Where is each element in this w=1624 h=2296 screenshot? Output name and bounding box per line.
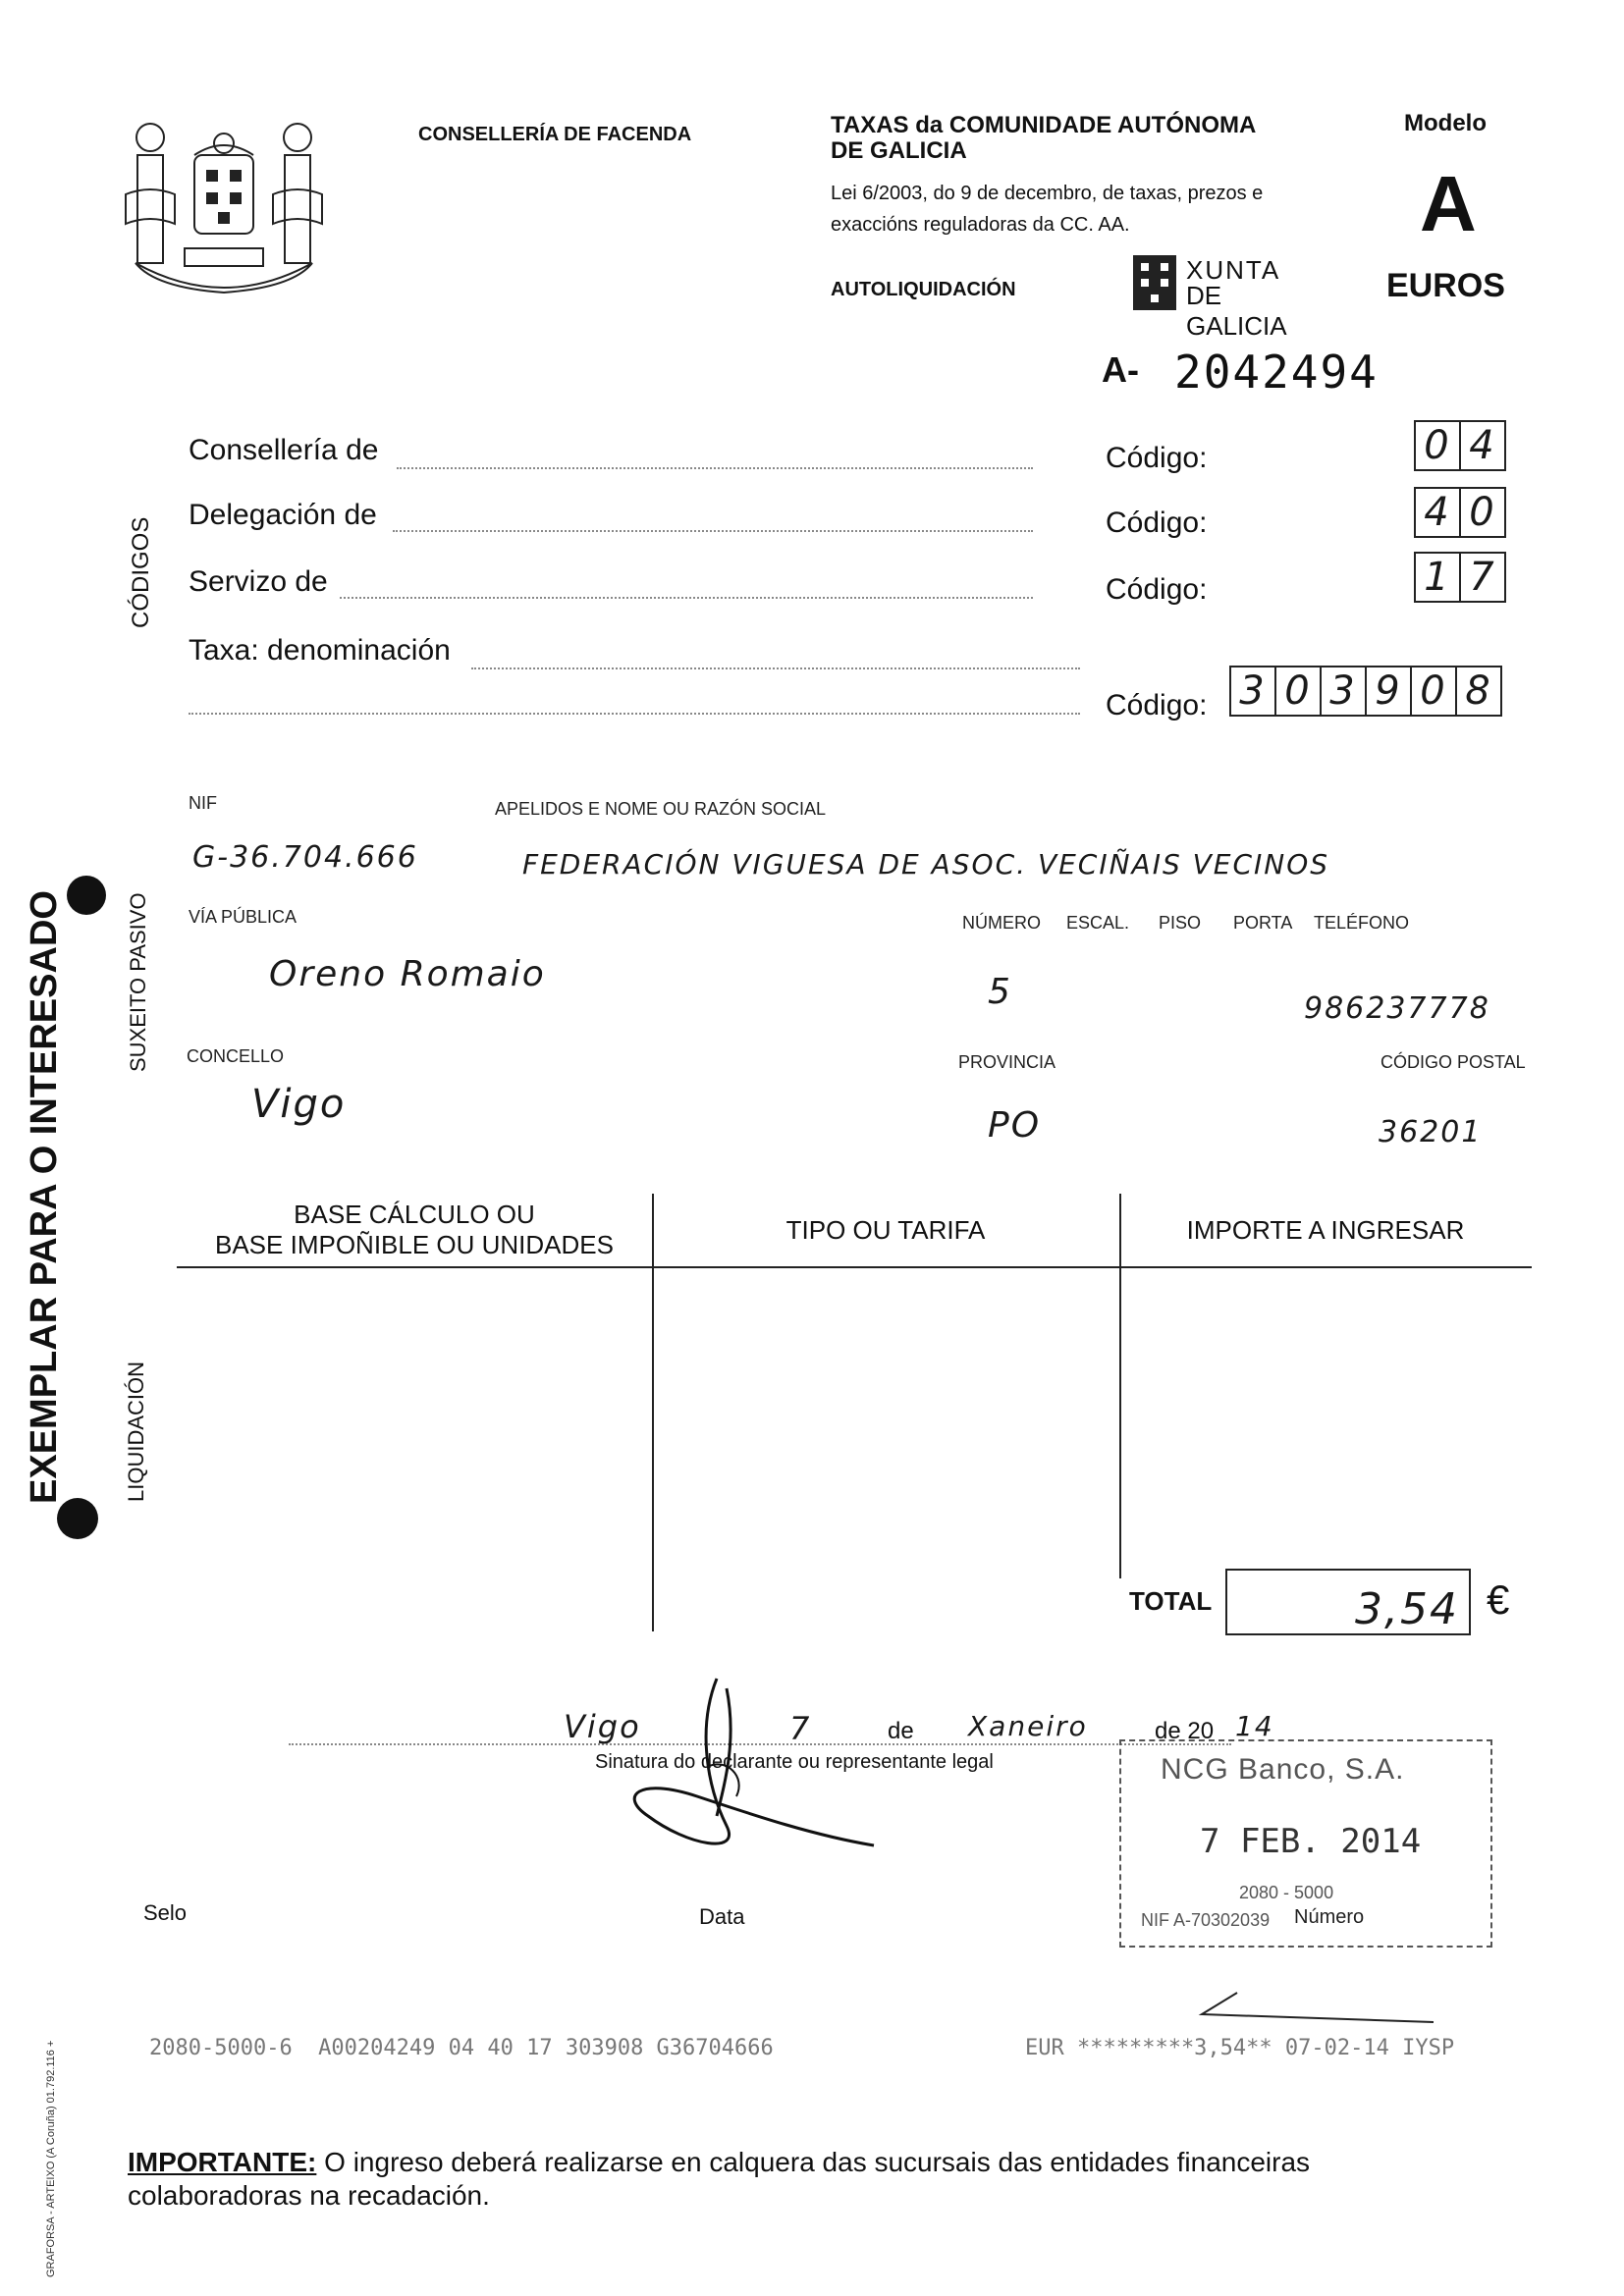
date-de-label-2: de 20 — [1155, 1718, 1215, 1744]
document-number-prefix: A- — [1102, 349, 1139, 390]
consellería-row-label: Consellería de — [189, 434, 379, 466]
province-label: PROVINCIA — [958, 1052, 1056, 1072]
consellería-dotted-line — [397, 467, 1033, 469]
tax-dotted-line-1 — [471, 667, 1080, 669]
phone-label: TELÉFONO — [1314, 913, 1410, 933]
exemplar-side-banner: EXEMPLAR PARA O INTERESADO — [24, 890, 65, 1504]
code-digit: 9 — [1365, 666, 1412, 717]
stamp-bank-name: NCG Banco, S.A. — [1161, 1753, 1405, 1786]
consellería-code-label: Código: — [1106, 442, 1208, 474]
number-value: 5 — [988, 972, 1012, 1012]
council-label: CONCELLO — [187, 1046, 285, 1066]
tax-code-label: Código: — [1106, 689, 1208, 721]
postal-code-value: 36201 — [1379, 1115, 1483, 1149]
important-note — [128, 2146, 1502, 2213]
code-digit: 0 — [1274, 666, 1322, 717]
postal-code-label: CÓDIGO POSTAL — [1380, 1052, 1526, 1072]
code-digit: 0 — [1410, 666, 1457, 717]
left-punch-hole-top — [67, 876, 106, 915]
servizo-dotted-line — [340, 597, 1033, 599]
code-digit: 0 — [1414, 420, 1461, 471]
selo-label: Selo — [143, 1900, 188, 1925]
codes-side-label: CÓDIGOS — [128, 516, 154, 628]
place-value: Vigo — [564, 1708, 641, 1745]
number-label: NÚMERO — [962, 913, 1041, 933]
table-col-divider-1 — [652, 1194, 654, 1631]
important-label: IMPORTANTE: — [128, 2147, 317, 2177]
xunta-text-line1: XUNTA — [1186, 255, 1281, 285]
code-digit: 7 — [1459, 552, 1506, 603]
coat-of-arms-logo — [116, 116, 332, 302]
total-amount-box — [1225, 1569, 1471, 1635]
modelo-letter: A — [1420, 160, 1477, 247]
delegacion-code-boxes — [1416, 487, 1506, 538]
xunta-text-line2: DE GALICIA — [1186, 281, 1287, 341]
code-digit: 1 — [1414, 552, 1461, 603]
nif-value: G-36.704.666 — [192, 840, 418, 875]
total-amount-value: 3,54 — [1355, 1584, 1459, 1634]
important-text-line2: colaboradoras na recadación. — [128, 2180, 490, 2211]
floor-label: PISO — [1159, 913, 1202, 933]
code-digit: 3 — [1320, 666, 1367, 717]
code-digit: 0 — [1459, 487, 1506, 538]
base-header-line2: BASE IMPOÑIBLE OU UNIDADES — [215, 1230, 614, 1259]
code-digit: 4 — [1414, 487, 1461, 538]
currency-label: EUROS — [1386, 267, 1505, 304]
nif-label: NIF — [189, 793, 217, 813]
form-title-line1: TAXAS da COMUNIDADE AUTÓNOMA — [831, 112, 1257, 138]
month-value: Xaneiro — [968, 1710, 1088, 1742]
law-reference-line2: exaccións reguladoras da CC. AA. — [831, 214, 1130, 236]
council-value: Vigo — [251, 1082, 347, 1127]
base-header-line1: BASE CÁLCULO OU — [294, 1200, 535, 1229]
code-digit: 3 — [1229, 666, 1276, 717]
servizo-code-label: Código: — [1106, 573, 1208, 606]
tax-code-boxes — [1231, 666, 1502, 717]
hand-drawn-line — [1198, 1989, 1443, 2028]
base-column-header — [177, 1200, 652, 1260]
stamp-code: 2080 - 5000 — [1239, 1883, 1334, 1902]
xunta-logo — [1131, 253, 1327, 341]
machine-print-left: 2080-5000-6 A00204249 04 40 17 303908 G36704666 — [149, 2036, 774, 2060]
signature-caption: Sinatura do declarante ou representante legal — [595, 1751, 994, 1773]
document-number: 2042494 — [1174, 346, 1379, 399]
data-label: Data — [699, 1904, 745, 1929]
delegacion-row-label: Delegación de — [189, 499, 377, 531]
door-label: PORTA — [1233, 913, 1293, 933]
form-title-line2: DE GALICIA — [831, 137, 967, 164]
year-suffix-value: 14 — [1235, 1710, 1274, 1742]
stair-label: ESCAL. — [1066, 913, 1130, 933]
street-value: Oreno Romaio — [269, 954, 546, 994]
table-col-divider-2 — [1119, 1194, 1121, 1578]
form-type-label: AUTOLIQUIDACIÓN — [831, 279, 1016, 300]
delegacion-dotted-line — [393, 530, 1033, 532]
servizo-row-label: Servizo de — [189, 565, 328, 598]
stamp-date: 7 FEB. 2014 — [1200, 1822, 1422, 1861]
code-digit: 4 — [1459, 420, 1506, 471]
consellería-code-boxes — [1416, 420, 1506, 471]
machine-print-right: EUR *********3,54** 07-02-14 IYSP — [1025, 2036, 1455, 2060]
euro-sign: € — [1487, 1576, 1510, 1623]
law-reference-line1: Lei 6/2003, do 9 de decembro, de taxas, prezos e — [831, 183, 1264, 204]
amount-column-header: IMPORTE A INGRESAR — [1186, 1215, 1465, 1245]
total-label: TOTAL — [1129, 1586, 1213, 1616]
name-value: FEDERACIÓN VIGUESA DE ASOC. VECIÑAIS VECINOS — [522, 848, 1330, 881]
day-value: 7 — [789, 1710, 812, 1747]
tariff-column-header: TIPO OU TARIFA — [785, 1215, 986, 1245]
servizo-code-boxes — [1416, 552, 1506, 603]
liquidation-table — [177, 1194, 1532, 1631]
street-label: VÍA PÚBLICA — [189, 907, 298, 927]
tax-dotted-line-2 — [189, 713, 1080, 715]
liquidation-side-label: LIQUIDACIÓN — [124, 1361, 148, 1502]
delegacion-code-label: Código: — [1106, 507, 1208, 539]
left-punch-hole-bottom — [57, 1498, 98, 1539]
code-digit: 8 — [1455, 666, 1502, 717]
province-value: PO — [988, 1105, 1042, 1146]
table-header-divider — [177, 1266, 1532, 1268]
name-label: APELIDOS E NOME OU RAZÓN SOCIAL — [495, 799, 827, 819]
stamp-numero: Número — [1294, 1906, 1365, 1928]
tax-denomination-label: Taxa: denominación — [189, 634, 451, 667]
modelo-label: Modelo — [1404, 110, 1487, 136]
printer-mark: GRAFORSA - ARTEIXO (A Coruña) 01.792.116 + — [45, 2040, 57, 2277]
bank-validation-stamp — [1119, 1739, 1492, 1948]
date-de-label-1: de — [888, 1718, 914, 1744]
important-text-line1: O ingreso deberá realizarse en calquera das sucursais das entidades financeiras — [316, 2147, 1311, 2177]
taxpayer-side-label: SUXEITO PASIVO — [126, 892, 150, 1072]
handwritten-signature — [579, 1669, 893, 1865]
stamp-nif: NIF A-70302039 — [1141, 1910, 1271, 1930]
phone-value: 986237778 — [1304, 991, 1490, 1026]
department-name: CONSELLERÍA DE FACENDA — [418, 124, 692, 145]
